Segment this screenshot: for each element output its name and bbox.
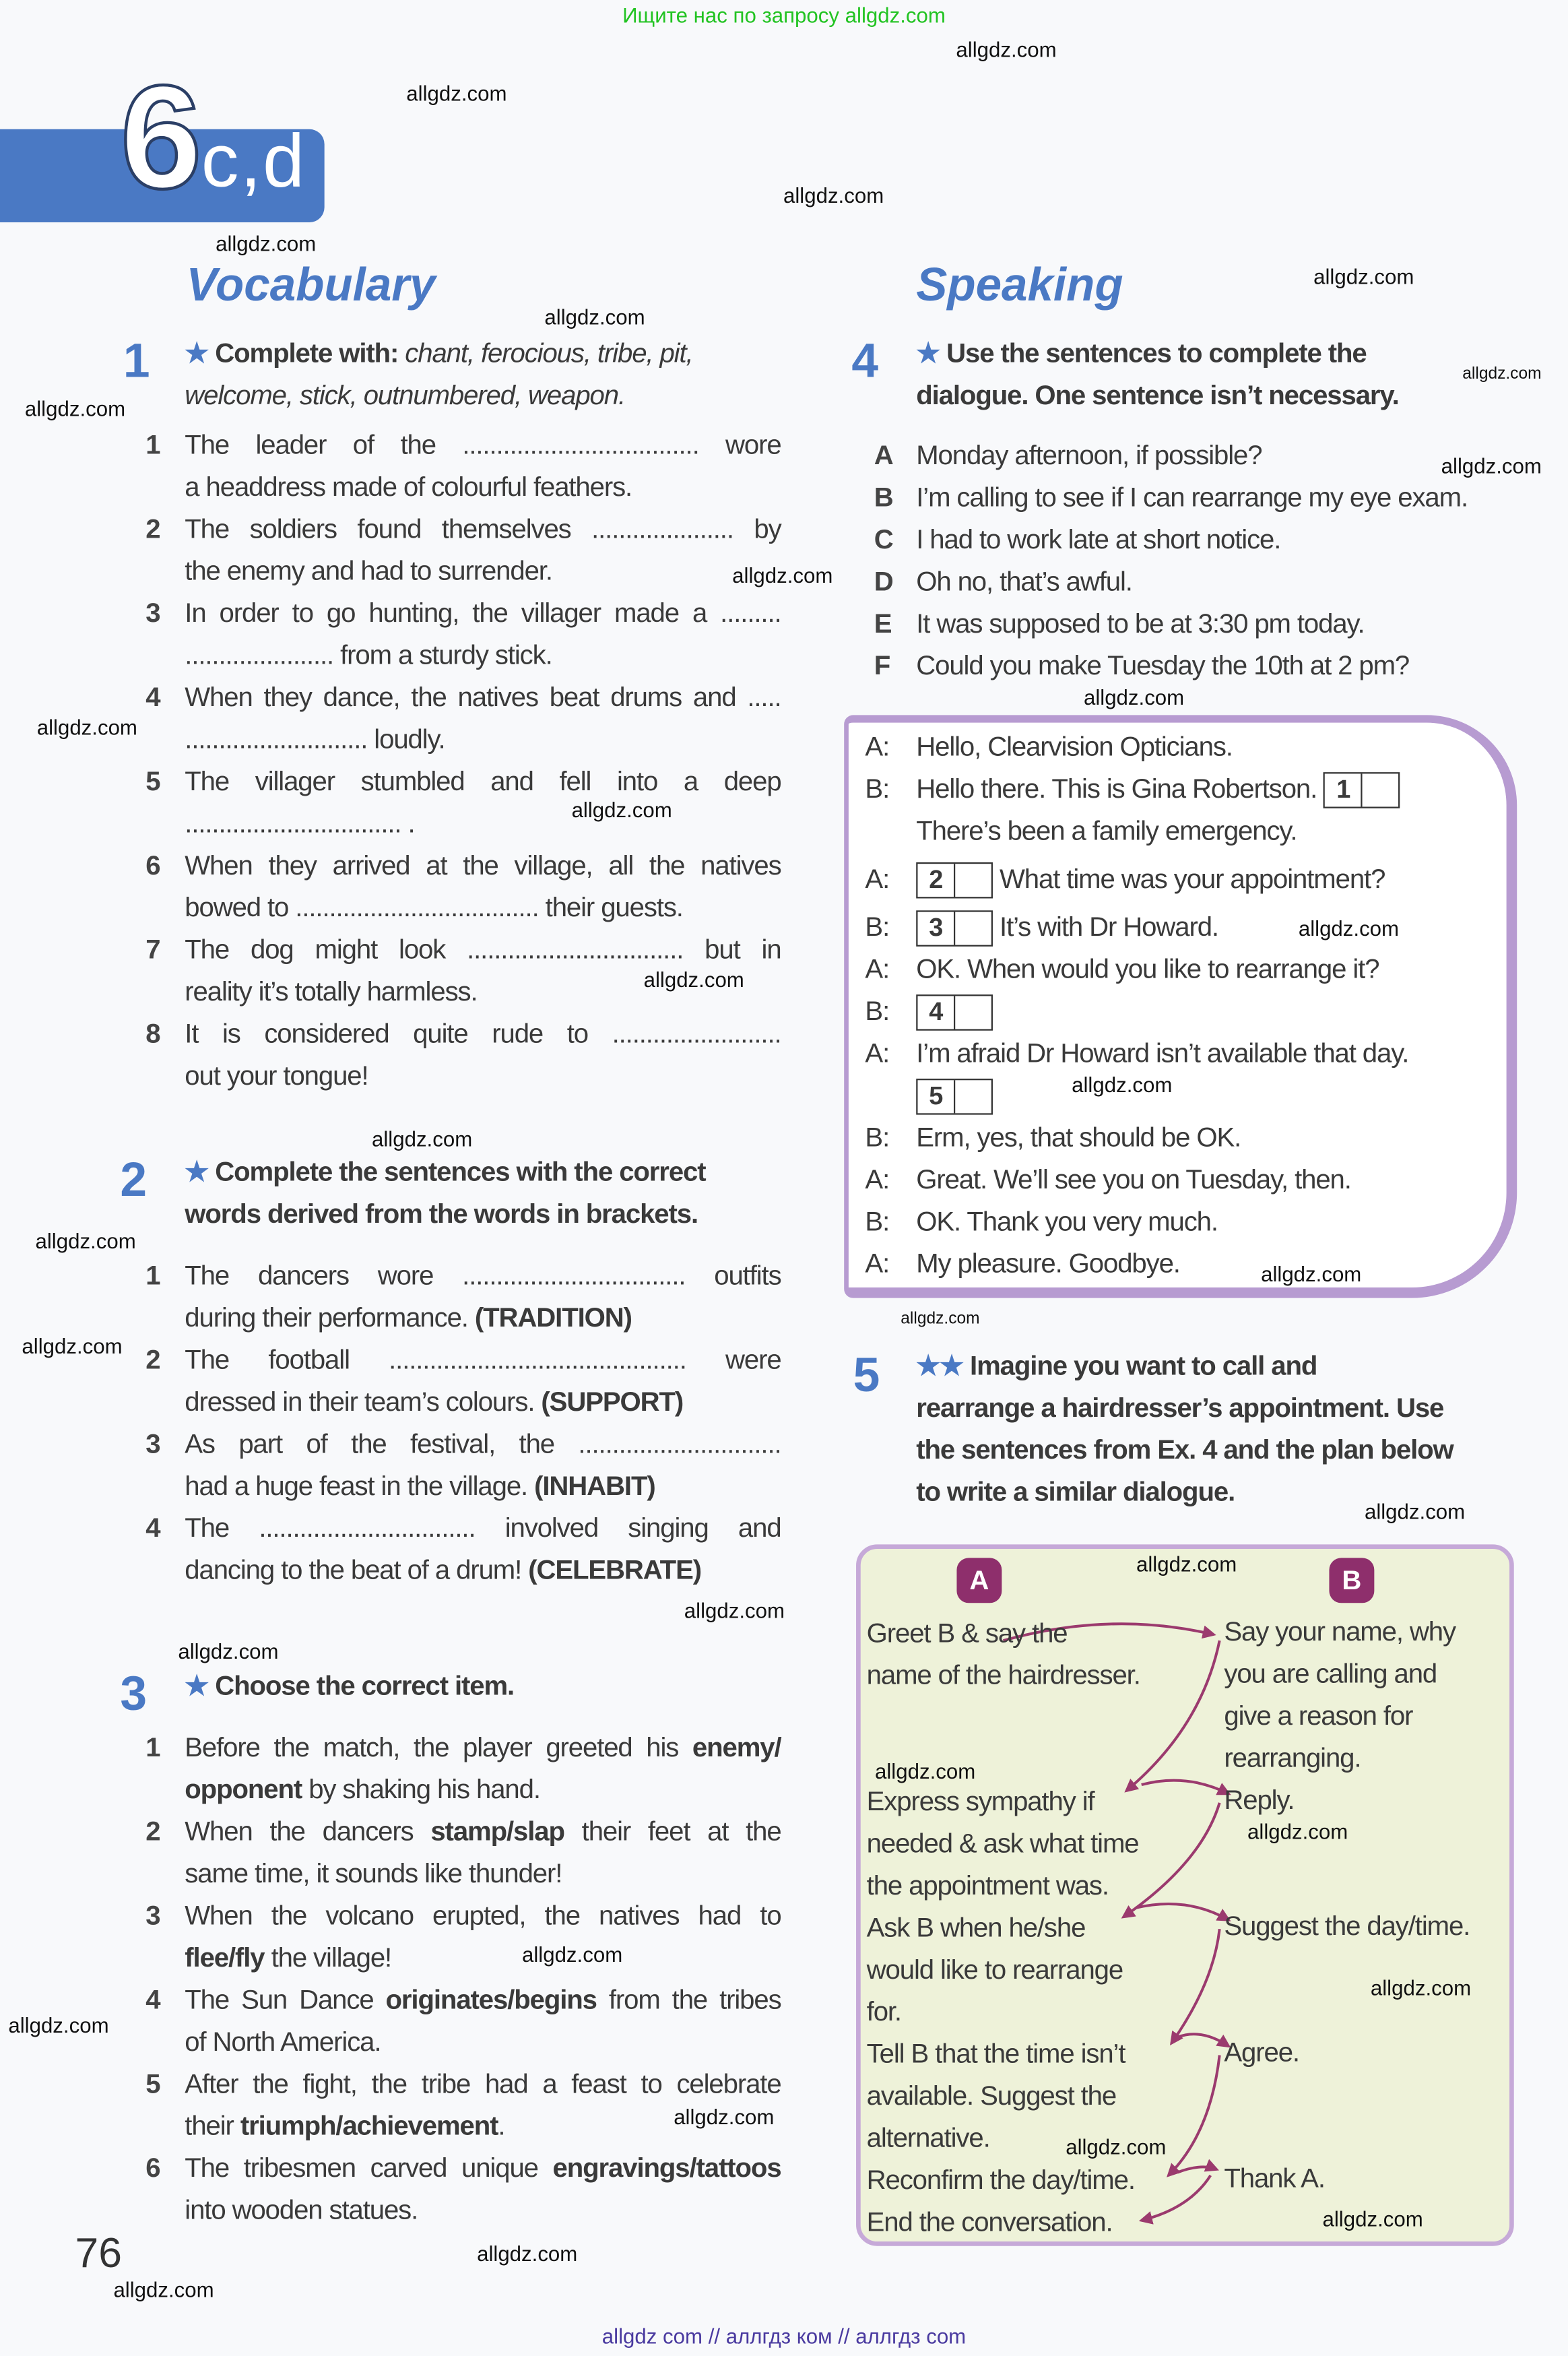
exercise-instruction — [916, 1429, 1453, 1471]
exercise-instruction — [916, 1345, 1317, 1387]
watermark: allgdz.com — [674, 2105, 775, 2129]
line-segment: flee/fly — [185, 1942, 265, 1973]
item-line — [185, 1339, 781, 1380]
answer-blank[interactable] — [916, 1079, 993, 1116]
watermark: allgdz.com — [571, 798, 672, 822]
plan-a-line: End the conversation. — [866, 2206, 1113, 2237]
line-segment: (TRADITION) — [474, 1302, 632, 1333]
watermark: allgdz.com — [1247, 1819, 1348, 1844]
watermark: allgdz.com — [216, 231, 317, 256]
plan-b-line: Thank A. — [1224, 2163, 1325, 2194]
star-icon: ★ — [185, 1670, 209, 1701]
blank-number: 4 — [929, 998, 943, 1027]
watermark: allgdz.com — [1441, 453, 1542, 478]
plan-a-line: Greet B & say the — [866, 1618, 1068, 1649]
dialogue-text: I’m afraid Dr Howard isn’t available that day. — [916, 1038, 1409, 1069]
line-segment: triumph/achievement — [240, 2111, 498, 2141]
speaker-label: A: — [865, 1164, 890, 1195]
line-segment: their feet at the — [564, 1816, 781, 1847]
speaking-heading: Speaking — [916, 258, 1123, 311]
arrow-b-to-a — [1142, 2175, 1211, 2221]
line-segment: Before the match, the player greeted his — [185, 1732, 692, 1762]
line-segment: from the tribes — [596, 1984, 781, 2015]
line-segment: . — [498, 2111, 505, 2141]
item-number: 1 — [145, 1732, 161, 1762]
option-letter: A — [874, 440, 894, 470]
option-text: It was supposed to be at 3:30 pm today. — [916, 608, 1365, 639]
instruction-text: to write a similar dialogue. — [916, 1476, 1235, 1507]
dialogue-line — [916, 948, 1379, 990]
item-line — [185, 1380, 781, 1422]
bottom-note: allgdz com // аллгдз ком // аллгдз com — [601, 2324, 967, 2349]
exercise-instruction — [916, 374, 1398, 416]
watermark: allgdz.com — [371, 1126, 473, 1151]
option-letter: E — [874, 608, 892, 639]
item-line: bowed to .................................... their guests. — [185, 892, 683, 923]
watermark: allgdz.com — [521, 1942, 623, 1967]
watermark: allgdz.com — [1136, 1552, 1237, 1577]
speaker-label: B: — [865, 912, 890, 943]
star-icon: ★★ — [916, 1350, 963, 1381]
instruction-text: Complete with: — [215, 338, 405, 369]
watermark: allgdz.com — [875, 1759, 976, 1783]
plan-a-line: needed & ask what time — [866, 1828, 1139, 1859]
item-number: 6 — [145, 2153, 161, 2184]
star-icon: ★ — [185, 1157, 209, 1187]
plan-a-line: Ask B when he/she — [866, 1912, 1086, 1943]
vocabulary-heading: Vocabulary — [186, 258, 436, 311]
line-segment: The dancers wore ................................. outfits — [185, 1260, 781, 1291]
arrow-b-to-a — [1126, 1641, 1219, 1791]
watermark: allgdz.com — [24, 396, 126, 421]
item-line — [185, 2020, 781, 2062]
option-letter: F — [874, 650, 891, 681]
arrow-b-to-a — [1171, 1929, 1219, 2043]
dialogue-text: Great. We’ll see you on Tuesday, then. — [916, 1164, 1351, 1195]
item-line: It is considered quite rude to ......................... — [185, 1018, 781, 1049]
item-line: ................................ . — [185, 808, 415, 839]
instruction-text: Complete the sentences with the correct — [215, 1157, 706, 1187]
arrow-a-to-b — [1177, 2167, 1216, 2172]
line-segment: When the dancers — [185, 1816, 431, 1847]
dialogue-text: What time was your appointment? — [1000, 864, 1385, 894]
item-line: ...................... from a sturdy stick. — [185, 639, 552, 670]
watermark: allgdz.com — [1370, 1975, 1472, 2000]
watermark: allgdz.com — [732, 563, 833, 587]
instruction-text: words derived from the words in brackets. — [185, 1199, 698, 1230]
dialogue-text: My pleasure. Goodbye. — [916, 1248, 1180, 1279]
item-line: The leader of the ................................... wore — [185, 429, 781, 460]
watermark: allgdz.com — [684, 1598, 785, 1623]
dialogue-text: Hello, Clearvision Opticians. — [916, 731, 1233, 762]
star-icon: ★ — [916, 338, 940, 369]
item-line — [185, 1549, 781, 1591]
line-segment: engravings/tattoos — [552, 2153, 781, 2184]
line-segment: The ................................ involved singing and — [185, 1513, 781, 1543]
dialogue-text: Hello there. This is Gina Robertson. — [916, 773, 1317, 804]
plan-a-line: for. — [866, 1996, 901, 2027]
watermark: allgdz.com — [113, 2277, 214, 2302]
speaker-label: A: — [865, 1248, 890, 1279]
arrow-a-to-b — [1136, 1904, 1229, 1920]
exercise-number: 2 — [120, 1152, 148, 1207]
line-segment: (SUPPORT) — [541, 1387, 684, 1417]
page-number: 76 — [75, 2229, 122, 2277]
instruction-text: dialogue. One sentence isn’t necessary. — [916, 380, 1399, 410]
line-segment: opponent — [185, 1774, 302, 1805]
item-number: 2 — [145, 1344, 161, 1375]
item-number: 3 — [145, 1428, 161, 1459]
exercise-instruction — [916, 1471, 1235, 1513]
blank-number: 5 — [929, 1082, 943, 1111]
line-segment: same time, it sounds like thunder! — [185, 1858, 562, 1888]
item-line — [185, 2147, 781, 2189]
dialogue-line — [916, 990, 993, 1032]
plan-a-line: name of the hairdresser. — [866, 1660, 1140, 1690]
arrow-b-to-a — [1169, 2056, 1220, 2175]
line-segment: into wooden statues. — [185, 2194, 418, 2225]
blank-answer-cell[interactable] — [954, 1081, 991, 1114]
item-line: reality it’s totally harmless. — [185, 976, 478, 1007]
watermark: allgdz.com — [8, 2013, 109, 2037]
item-line — [185, 1254, 781, 1296]
dialogue-text: Erm, yes, that should be OK. — [916, 1122, 1241, 1153]
item-line: When they dance, the natives beat drums and ..... — [185, 682, 781, 712]
item-line: the enemy and had to surrender. — [185, 556, 552, 586]
item-number: 8 — [145, 1018, 161, 1049]
line-segment: dancing to the beat of a drum! — [185, 1554, 529, 1585]
dialogue-line — [916, 1032, 1408, 1074]
plan-b-line: you are calling and — [1224, 1658, 1437, 1689]
instruction-text: Choose the correct item. — [215, 1670, 515, 1701]
dialogue-line — [916, 1158, 1351, 1200]
speaker-label: B: — [865, 1122, 890, 1153]
plan-a-line: Reconfirm the day/time. — [866, 2165, 1135, 2195]
watermark: allgdz.com — [901, 1310, 980, 1329]
watermark: allgdz.com — [1462, 364, 1542, 383]
item-number: 4 — [145, 1513, 161, 1543]
blank-answer-cell[interactable] — [954, 996, 991, 1029]
item-line: The villager stumbled and fell into a deep — [185, 766, 781, 796]
item-line — [185, 1979, 781, 2020]
line-segment: the village! — [264, 1942, 392, 1973]
item-line: a headdress made of colourful feathers. — [185, 472, 632, 502]
item-line — [185, 1769, 781, 1810]
plan-a-line: available. Suggest the — [866, 2080, 1117, 2111]
exercise-instruction — [185, 1193, 698, 1235]
badge-a: A — [956, 1558, 1002, 1603]
item-number: 7 — [145, 934, 161, 965]
item-line — [185, 1423, 781, 1465]
option-text: Oh no, that’s awful. — [916, 566, 1132, 597]
blank-number: 3 — [929, 914, 943, 943]
instruction-text: rearrange a hairdresser’s appointment. Use — [916, 1393, 1444, 1423]
line-segment: stamp/slap — [430, 1816, 564, 1847]
item-line — [185, 2063, 781, 2105]
item-line: ........................... loudly. — [185, 724, 445, 755]
watermark: allgdz.com — [783, 183, 884, 208]
item-line — [185, 1810, 781, 1852]
unit-number: 6 — [120, 54, 202, 220]
item-number: 4 — [145, 1984, 161, 2015]
exercise-number: 1 — [123, 333, 150, 388]
dialogue-line — [916, 810, 1297, 852]
line-segment: had a huge feast in the village. — [185, 1471, 535, 1501]
exercise-instruction — [916, 1387, 1443, 1428]
option-letter: B — [874, 482, 894, 513]
blank-answer-cell[interactable] — [1361, 774, 1399, 807]
exercise-instruction — [185, 1665, 514, 1707]
item-line — [185, 1465, 781, 1506]
line-segment: The tribesmen carved unique — [185, 2153, 553, 2184]
word-list: welcome, stick, outnumbered, weapon. — [185, 380, 626, 410]
dialogue-line — [916, 1116, 1241, 1158]
plan-b-line: rearranging. — [1224, 1742, 1361, 1773]
watermark: allgdz.com — [1083, 684, 1185, 709]
star-icon: ★ — [185, 338, 209, 369]
badge-b: B — [1329, 1558, 1374, 1603]
item-number: 5 — [145, 2068, 161, 2099]
unit-letters: c,d — [201, 119, 306, 203]
dialogue-line — [916, 767, 1400, 809]
line-segment: The Sun Dance — [185, 1984, 386, 2015]
dialogue-line — [916, 906, 1218, 948]
option-letter: C — [874, 524, 894, 554]
item-line — [185, 1852, 781, 1894]
line-segment: The football ............................................ were — [185, 1344, 781, 1375]
exercise-number: 5 — [853, 1347, 880, 1402]
exercise-instruction — [916, 332, 1366, 374]
line-segment: (CELEBRATE) — [528, 1554, 701, 1585]
watermark: allgdz.com — [956, 37, 1057, 62]
line-segment: during their performance. — [185, 1302, 475, 1333]
line-segment: by shaking his hand. — [302, 1774, 540, 1805]
line-segment: their — [185, 2111, 240, 2141]
item-line — [185, 1296, 781, 1338]
dialogue-line — [916, 1074, 993, 1116]
dialogue-line — [916, 1242, 1180, 1284]
watermark: allgdz.com — [1364, 1499, 1466, 1524]
dialogue-text: OK. When would you like to rearrange it? — [916, 953, 1379, 984]
instruction-text: Use the sentences to complete the — [946, 338, 1367, 369]
answer-blank[interactable] — [1324, 773, 1400, 809]
arrow-a-to-b — [1142, 1781, 1229, 1794]
watermark: allgdz.com — [406, 81, 507, 106]
item-line — [185, 2189, 781, 2231]
speaker-label: B: — [865, 1206, 890, 1237]
watermark: allgdz.com — [1066, 2134, 1167, 2159]
watermark: allgdz.com — [1313, 264, 1414, 289]
watermark: allgdz.com — [1261, 1262, 1362, 1286]
dialogue-line — [916, 1201, 1218, 1242]
item-line — [185, 1895, 781, 1936]
line-segment: (INHABIT) — [534, 1471, 655, 1501]
watermark: allgdz.com — [477, 2241, 578, 2266]
speaker-label: A: — [865, 864, 890, 894]
dialogue-line — [916, 858, 1385, 899]
dialogue-text: There’s been a family emergency. — [916, 815, 1297, 846]
instruction-text: Imagine you want to call and — [970, 1350, 1317, 1381]
watermark: allgdz.com — [1298, 916, 1400, 941]
exercise-number: 3 — [120, 1665, 148, 1721]
blank-number: 1 — [1336, 775, 1350, 804]
top-search-note[interactable]: Ищите нас по запросу allgdz.com — [622, 3, 946, 28]
plan-a-line: Express sympathy if — [866, 1786, 1095, 1816]
item-line: The dog might look ................................ but in — [185, 934, 781, 965]
plan-b-line: give a reason for — [1224, 1700, 1413, 1731]
item-line: out your tongue! — [185, 1060, 368, 1091]
blank-answer-cell[interactable] — [954, 864, 991, 897]
dialogue-text: OK. Thank you very much. — [916, 1206, 1218, 1237]
watermark: allgdz.com — [35, 1229, 136, 1253]
item-line — [185, 1507, 781, 1549]
word-list: chant, ferocious, tribe, pit, — [405, 338, 693, 369]
answer-blank[interactable] — [916, 995, 993, 1031]
option-letter: D — [874, 566, 894, 597]
exercise-instruction — [185, 1151, 705, 1192]
dialogue-text: It’s with Dr Howard. — [1000, 912, 1218, 943]
answer-blank[interactable] — [916, 863, 993, 899]
item-number: 1 — [145, 1260, 161, 1291]
plan-b-line: Agree. — [1224, 2037, 1299, 2068]
watermark: allgdz.com — [22, 1334, 123, 1358]
speaker-label: A: — [865, 731, 890, 762]
watermark: allgdz.com — [643, 967, 744, 992]
line-segment: After the fight, the tribe had a feast to celebrate — [185, 2068, 781, 2099]
plan-b-line: Reply. — [1224, 1785, 1295, 1815]
blank-number: 2 — [929, 865, 943, 895]
plan-a-line: the appointment was. — [866, 1870, 1109, 1901]
item-number: 2 — [145, 1816, 161, 1847]
plan-b-line: Say your name, why — [1224, 1616, 1456, 1647]
plan-a-line: would like to rearrange — [866, 1954, 1123, 1985]
watermark: allgdz.com — [1322, 2206, 1423, 2231]
item-number: 3 — [145, 598, 161, 629]
option-text: I’m calling to see if I can rearrange my eye exam. — [916, 482, 1468, 513]
item-line: When they arrived at the village, all the natives — [185, 850, 781, 881]
item-number: 1 — [145, 429, 161, 460]
line-segment: As part of the festival, the .............................. — [185, 1428, 781, 1459]
answer-blank[interactable] — [916, 911, 993, 947]
speaker-label: A: — [865, 1038, 890, 1069]
item-number: 3 — [145, 1900, 161, 1931]
speaker-label: A: — [865, 953, 890, 984]
plan-b-line: Suggest the day/time. — [1224, 1911, 1470, 1942]
watermark: allgdz.com — [36, 715, 137, 740]
plan-a-line: alternative. — [866, 2122, 990, 2153]
item-line — [185, 1726, 781, 1768]
option-text: I had to work late at short notice. — [916, 524, 1281, 554]
item-number: 2 — [145, 513, 161, 544]
speaker-label: B: — [865, 773, 890, 804]
item-number: 4 — [145, 682, 161, 712]
exercise-number: 4 — [851, 333, 879, 388]
watermark: allgdz.com — [544, 305, 645, 329]
instruction-text: the sentences from Ex. 4 and the plan below — [916, 1434, 1453, 1465]
plan-a-line: Tell B that the time isn’t — [866, 2038, 1125, 2069]
item-line: In order to go hunting, the villager made a ......... — [185, 598, 781, 629]
item-number: 6 — [145, 850, 161, 881]
item-line: The soldiers found themselves ..................... by — [185, 513, 781, 544]
dialogue-line — [916, 726, 1233, 767]
line-segment: dressed in their team’s colours. — [185, 1387, 542, 1417]
option-text: Could you make Tuesday the 10th at 2 pm? — [916, 650, 1410, 681]
line-segment: originates/begins — [385, 1984, 597, 2015]
option-text: Monday afternoon, if possible? — [916, 440, 1262, 470]
line-segment: When the volcano erupted, the natives had to — [185, 1900, 781, 1931]
item-number: 5 — [145, 766, 161, 796]
line-segment: enemy/ — [692, 1732, 781, 1762]
blank-answer-cell[interactable] — [954, 912, 991, 945]
arrow-a-to-b — [1177, 2034, 1229, 2046]
speaker-label: B: — [865, 996, 890, 1027]
item-line — [185, 1936, 781, 1978]
watermark: allgdz.com — [178, 1638, 279, 1663]
line-segment: of North America. — [185, 2027, 381, 2057]
watermark: allgdz.com — [1072, 1073, 1173, 1097]
